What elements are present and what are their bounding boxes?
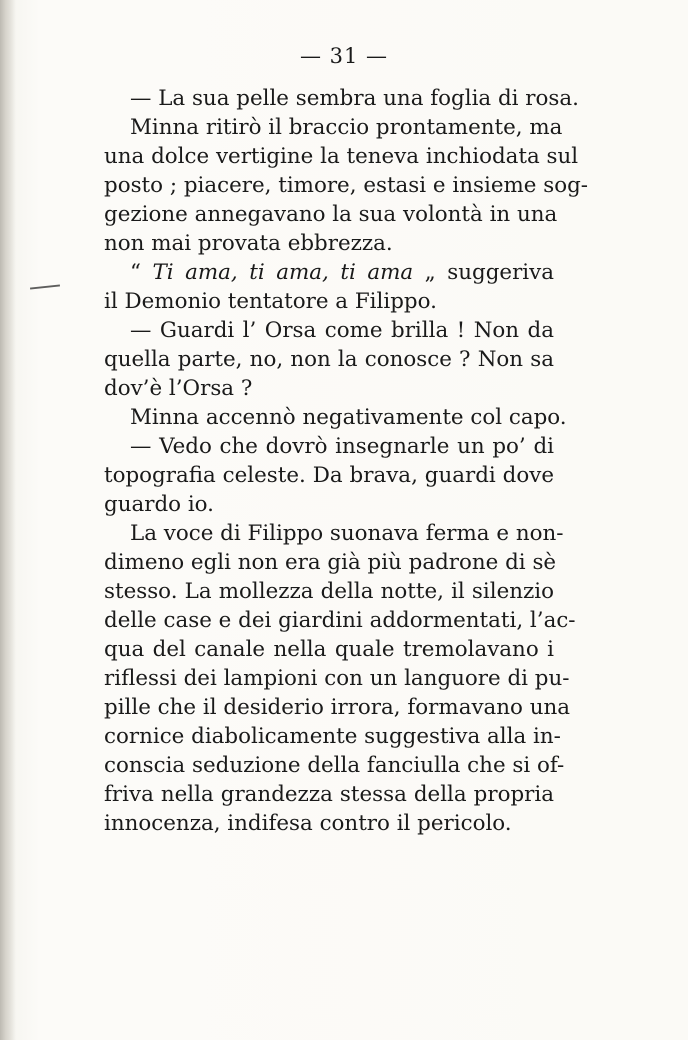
text-line: — Guardi l’ Orsa come brilla ! Non da bbox=[130, 318, 554, 343]
text-line: cornice diabolicamente suggestiva alla in- bbox=[104, 724, 561, 749]
quote-close: „ suggeriva bbox=[413, 260, 554, 285]
page-binding-edge bbox=[0, 0, 16, 1040]
text-line: innocenza, indifesa contro il pericolo. bbox=[104, 811, 512, 836]
text-line: dov’è l’Orsa ? bbox=[104, 376, 253, 401]
text-line: Minna ritirò il braccio prontamente, ma bbox=[130, 115, 563, 140]
text-line: delle case e dei giardini addormentati, l’ac- bbox=[104, 608, 576, 633]
text-line: conscia seduzione della fanciulla che si of- bbox=[104, 753, 565, 778]
body-text bbox=[104, 84, 588, 838]
text-line: stesso. La mollezza della notte, il silenzio bbox=[104, 579, 554, 604]
text-line: una dolce vertigine la teneva inchiodata sul bbox=[104, 144, 579, 169]
text-line: dimeno egli non era già più padrone di sè bbox=[104, 550, 557, 575]
text-line: pille che il desiderio irrora, formavano una bbox=[104, 695, 571, 720]
quote-open: “ bbox=[130, 260, 153, 285]
text-line: gezione annegavano la sua volontà in una bbox=[104, 202, 558, 227]
text-line: Minna accennò negativamente col capo. bbox=[130, 405, 567, 430]
quoted-phrase: Ti ama, ti ama, ti ama bbox=[152, 260, 414, 285]
text-line: friva nella grandezza stessa della propria bbox=[104, 782, 554, 807]
text-line: guardo io. bbox=[104, 492, 214, 517]
text-line: quella parte, no, non la conosce ? Non sa bbox=[104, 347, 554, 372]
text-line: non mai provata ebbrezza. bbox=[104, 231, 393, 256]
text-line: qua del canale nella quale tremolavano i bbox=[104, 637, 554, 662]
text-line: La voce di Filippo suonava ferma e non- bbox=[130, 521, 564, 546]
text-line: riflessi dei lampioni con un languore di pu- bbox=[104, 666, 570, 691]
text-line: posto ; piacere, timore, estasi e insieme sog- bbox=[104, 173, 588, 198]
text-line: topografia celeste. Da brava, guardi dove bbox=[104, 463, 554, 488]
text-line: — Vedo che dovrò insegnarle un po’ di bbox=[130, 434, 554, 459]
page-number: — 31 — bbox=[299, 44, 389, 68]
text-line: — La sua pelle sembra una foglia di rosa. bbox=[130, 86, 579, 111]
text-line-quote bbox=[104, 258, 554, 287]
margin-pencil-mark bbox=[30, 284, 60, 289]
text-line: il Demonio tentatore a Filippo. bbox=[104, 289, 437, 314]
